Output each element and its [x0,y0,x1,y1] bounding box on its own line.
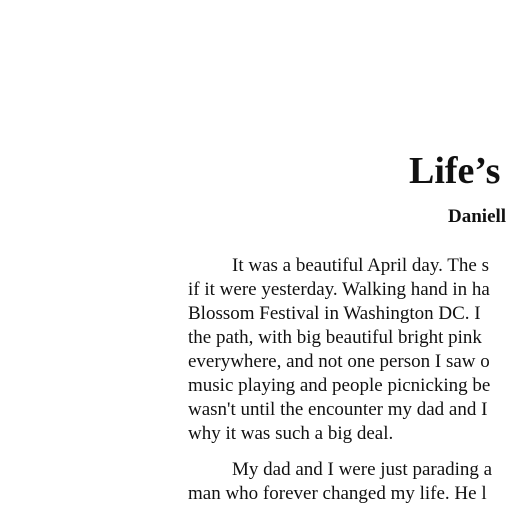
document-title: Life’s [409,150,501,192]
paragraph-line: music playing and people picnicking be [188,375,491,396]
paragraph-line: My dad and I were just parading a [232,459,493,480]
paragraph-line: Blossom Festival in Washington DC. I [188,303,481,324]
paragraph-line: the path, with big beautiful bright pink [188,327,482,348]
author-name: Daniell [448,206,507,227]
paragraph-line: if it were yesterday. Walking hand in ha [188,279,490,300]
paragraph-line: man who forever changed my life. He l [188,483,487,504]
paragraph-1 [188,254,512,446]
paragraph-line: It was a beautiful April day. The s [232,255,489,276]
paragraph-line: everywhere, and not one person I saw o [188,351,490,372]
paragraph-2 [188,458,512,506]
paragraph-line: wasn't until the encounter my dad and I [188,399,488,420]
paragraph-line: why it was such a big deal. [188,423,394,444]
